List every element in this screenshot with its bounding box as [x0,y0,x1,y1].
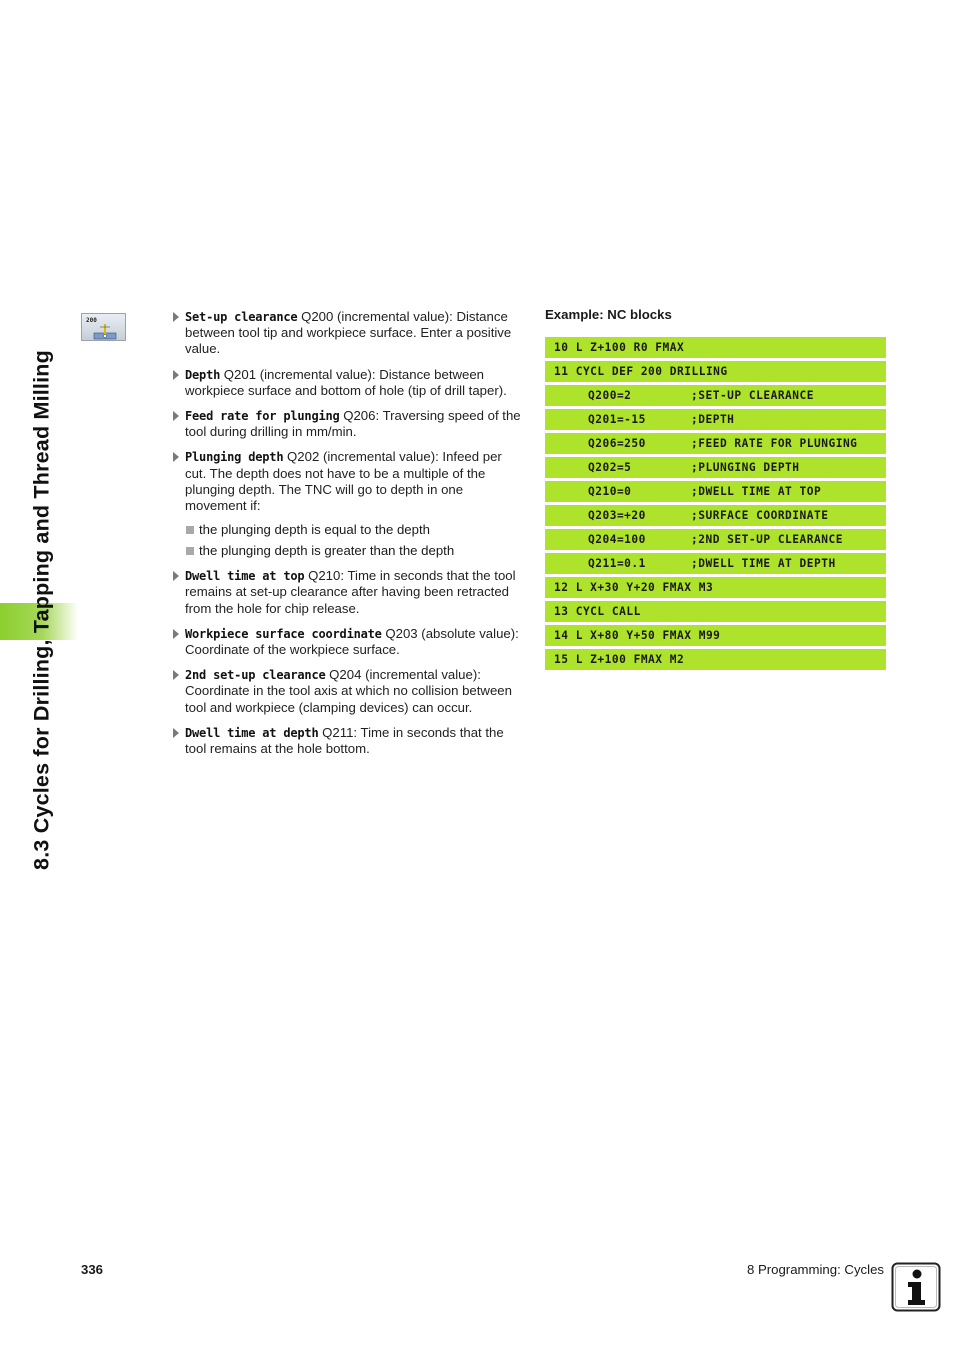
param-name: Depth [185,367,221,382]
param-setup-clearance [172,309,524,358]
triangle-bullet-icon [173,370,179,380]
triangle-bullet-icon [173,571,179,581]
list-item [185,543,524,559]
param-name: Plunging depth [185,450,284,465]
nc-block [545,529,886,550]
param-dwell-top [172,568,524,617]
nc-code: Q206=250 [588,437,646,450]
param-name: Dwell time at depth [185,725,319,740]
nc-block [545,361,886,382]
param-feed-rate [172,408,524,440]
param-plunging-depth [172,449,524,514]
nc-code: Q200=2 [588,389,632,402]
nc-code: 12 L X+30 Y+20 FMAX M3 [554,581,714,594]
triangle-bullet-icon [173,312,179,322]
nc-block [545,553,886,574]
triangle-bullet-icon [173,411,179,421]
triangle-bullet-icon [173,629,179,639]
nc-comment: ;SET-UP CLEARANCE [691,389,815,402]
param-surface-coordinate [172,626,524,658]
nc-comment: ;DWELL TIME AT DEPTH [691,557,836,570]
param-2nd-setup-clearance [172,667,524,716]
nc-comment: ;DEPTH [691,413,735,426]
nc-comment: ;2ND SET-UP CLEARANCE [691,533,843,546]
triangle-bullet-icon [173,670,179,680]
nc-block [545,481,886,502]
info-icon [891,1262,941,1312]
softkey-label: 200 [86,317,97,324]
nc-block [545,505,886,526]
nc-code: Q210=0 [588,485,632,498]
param-text: Q203 (absolute value): Coordinate of the workpiece surface. [185,625,519,658]
nc-code: 11 CYCL DEF 200 DRILLING [554,365,728,378]
nc-comment: ;DWELL TIME AT TOP [691,485,822,498]
param-text: Q210: Time in seconds that the tool remains at set-up clearance after having been retracted from the hole for chip release. [185,568,516,616]
chapter-name: 8 Programming: Cycles [746,1262,884,1277]
nc-block [545,457,886,478]
param-text: Q200 (incremental value): Distance between tool tip and workpiece surface. Enter a positive value. [185,309,512,357]
triangle-bullet-icon [173,728,179,738]
nc-code: 14 L X+80 Y+50 FMAX M99 [554,629,721,642]
param-name: Dwell time at top [185,569,305,584]
nc-block [545,649,886,670]
param-text: Q206: Traversing speed of the tool during drilling in mm/min. [185,408,521,440]
nc-block [545,409,886,430]
param-name: Feed rate for plunging [185,409,340,424]
param-dwell-depth [172,725,524,757]
nc-block [545,337,886,358]
nc-code: Q204=100 [588,533,646,546]
nc-block-list [545,337,886,673]
nc-code: Q201=-15 [588,413,646,426]
nc-block [545,433,886,454]
nc-code: Q203=+20 [588,509,646,522]
page-number: 336 [81,1262,104,1277]
param-text: Q211: Time in seconds that the tool remains at the hole bottom. [185,724,504,757]
nc-block [545,577,886,598]
param-name: 2nd set-up clearance [185,668,326,683]
nc-comment: ;PLUNGING DEPTH [691,461,800,474]
list-item-text: the plunging depth is greater than the depth [199,543,455,559]
list-item [185,522,524,538]
param-name: Workpiece surface coordinate [185,626,382,641]
nc-code: 15 L Z+100 FMAX M2 [554,653,685,666]
param-text: Q204 (incremental value): Coordinate in the tool axis at which no collision between tool and workpiece (clamping devices) can occur. [185,667,512,715]
nc-code: Q211=0.1 [588,557,646,570]
cycle-200-softkey[interactable] [81,313,126,341]
section-title-text: 8.3 Cycles for Drilling, Tapping and Thread Milling [29,350,54,870]
list-item-text: the plunging depth is equal to the depth [199,522,430,538]
param-depth [172,367,524,399]
square-bullet-icon [186,547,194,555]
nc-block [545,385,886,406]
nc-code: 10 L Z+100 R0 FMAX [554,341,685,354]
nc-comment: ;SURFACE COORDINATE [691,509,829,522]
nc-block [545,625,886,646]
triangle-bullet-icon [173,452,179,462]
section-title [22,310,62,910]
nc-comment: ;FEED RATE FOR PLUNGING [691,437,858,450]
square-bullet-icon [186,526,194,534]
param-text: Q202 (incremental value): Infeed per cut. The depth does not have to be a multiple of the plunging depth. The TNC will go to depth in one movement if: [185,449,502,514]
nc-code: Q202=5 [588,461,632,474]
param-name: Set-up clearance [185,310,298,324]
nc-code: 13 CYCL CALL [554,605,641,618]
parameter-list [172,309,524,766]
param-text: Q201 (incremental value): Distance between workpiece surface and bottom of hole (tip of drill taper). [185,366,507,398]
condition-list [185,522,524,559]
example-title: Example: NC blocks [545,307,672,322]
nc-block [545,601,886,622]
